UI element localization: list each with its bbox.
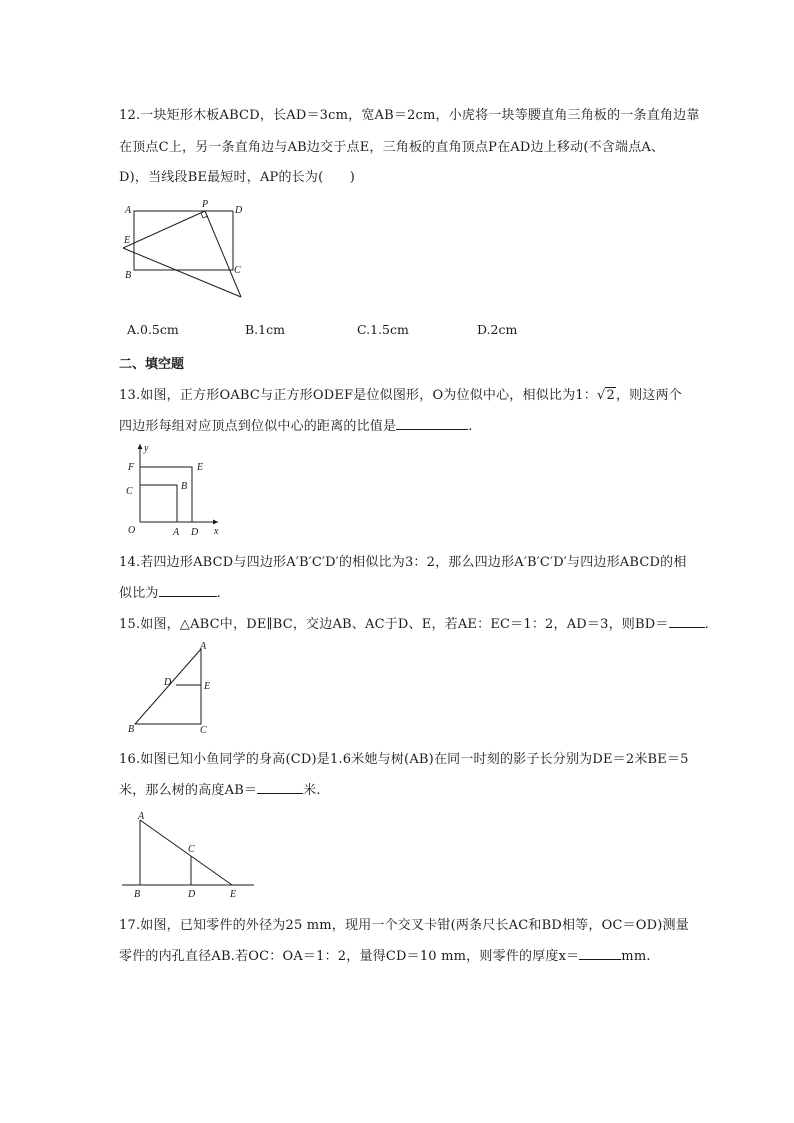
- label-a: A: [200, 641, 207, 652]
- label-y: y: [144, 443, 149, 454]
- q13-figure: [118, 440, 228, 540]
- q12-option-a[interactable]: A.0.5cm: [127, 322, 179, 337]
- q14-line1: 14.若四边形ABCD与四边形A′B′C′D′的相似比为3：2，那么四边形A′B′C′D′与四边形ABCD的相: [119, 555, 687, 570]
- q15-line1-text: 15.如图，△ABC中，DE∥BC，交边AB、AC于D、E，若AE：EC＝1：2，AD＝3，则BD＝: [119, 617, 669, 632]
- q13-line1-pre: 13.如图，正方形OABC与正方形ODEF是位似图形，O为位似中心，相似比为1：: [119, 388, 597, 403]
- q12-option-c[interactable]: C.1.5cm: [357, 322, 409, 337]
- rectangle-abcd: [134, 211, 233, 270]
- label-c: C: [126, 486, 133, 497]
- q12-line3: D)，当线段BE最短时，AP的长为( ): [119, 170, 356, 185]
- square-odef: [140, 467, 192, 522]
- label-a: A: [125, 205, 132, 216]
- sqrt-value: 2: [606, 388, 615, 403]
- q13-line2: [119, 415, 473, 434]
- q17-line2: [119, 945, 651, 964]
- label-d: D: [191, 527, 199, 538]
- q15-line1-end: .: [704, 617, 709, 632]
- q17-line2-post: mm.: [621, 949, 651, 964]
- q15-figure: [125, 640, 225, 740]
- label-b: B: [128, 724, 135, 735]
- label-f: F: [128, 462, 135, 473]
- q14-line2-text: 似比为: [119, 586, 159, 601]
- label-x: x: [214, 526, 219, 537]
- q17-answer-blank[interactable]: [579, 946, 621, 960]
- q13-answer-blank[interactable]: [396, 416, 468, 430]
- label-d: D: [235, 205, 243, 216]
- x-axis-arrow: [213, 520, 218, 525]
- q14-line2: [119, 582, 221, 601]
- y-axis-arrow: [138, 444, 143, 449]
- q13-line1: [119, 384, 682, 403]
- q17-line1: 17.如图，已知零件的外径为25 mm，现用一个交叉卡钳(两条尺长AC和BD相等，OC＝OD)测量: [119, 918, 689, 933]
- label-e: E: [204, 681, 211, 692]
- q12-option-d[interactable]: D.2cm: [477, 322, 518, 337]
- label-p: P: [202, 199, 209, 210]
- label-e: E: [230, 889, 237, 900]
- q17-line2-pre: 零件的内孔直径AB.若OC：OA＝1：2，量得CD＝10 mm，则零件的厚度x＝: [119, 949, 580, 964]
- sqrt-symbol: √: [596, 388, 606, 403]
- q13-line2-end: .: [468, 419, 473, 434]
- label-o: O: [128, 525, 136, 536]
- q12-line1: 12.一块矩形木板ABCD，长AD＝3cm，宽AB＝2cm，小虎将一块等腰直角三角板的一条直角边靠: [119, 108, 700, 123]
- sun-ray-ae: [140, 820, 232, 885]
- q12-figure: [118, 196, 258, 306]
- label-a: A: [173, 527, 180, 538]
- section-heading: 二、填空题: [119, 357, 185, 372]
- q14-answer-blank[interactable]: [159, 583, 217, 597]
- q16-line2-pre: 米，那么树的高度AB＝: [119, 783, 258, 798]
- label-c: C: [200, 725, 207, 736]
- q13-line1-post: ，则这两个: [615, 388, 682, 403]
- label-b: B: [125, 270, 132, 281]
- q13-line2-text: 四边形每组对应顶点到位似中心的距离的比值是: [119, 419, 397, 434]
- label-c: C: [234, 265, 241, 276]
- q16-answer-blank[interactable]: [257, 780, 303, 794]
- label-e: E: [197, 462, 204, 473]
- q12-option-b[interactable]: B.1cm: [245, 322, 285, 337]
- square-oabc: [140, 485, 177, 522]
- q16-figure: [118, 808, 258, 900]
- label-e: E: [124, 235, 131, 246]
- label-d: D: [164, 677, 172, 688]
- label-d: D: [188, 889, 196, 900]
- label-b: B: [181, 481, 188, 492]
- q15-line1: [119, 613, 709, 632]
- label-a: A: [138, 811, 145, 822]
- q15-answer-blank[interactable]: [669, 614, 705, 628]
- label-c: C: [188, 844, 195, 855]
- sqrt-expression: [597, 388, 616, 403]
- q14-line2-end: .: [216, 586, 221, 601]
- q16-line2-post: 米.: [303, 783, 321, 798]
- q12-line2: 在顶点C上，另一条直角边与AB边交于点E，三角板的直角顶点P在AD边上移动(不含端点A、: [119, 140, 665, 155]
- q16-line2: [119, 779, 321, 798]
- label-b: B: [134, 889, 141, 900]
- segment-pe: [123, 211, 205, 248]
- q16-line1: 16.如图已知小鱼同学的身高(CD)是1.6米她与树(AB)在同一时刻的影子长分别为DE＝2米BE＝5: [119, 752, 689, 767]
